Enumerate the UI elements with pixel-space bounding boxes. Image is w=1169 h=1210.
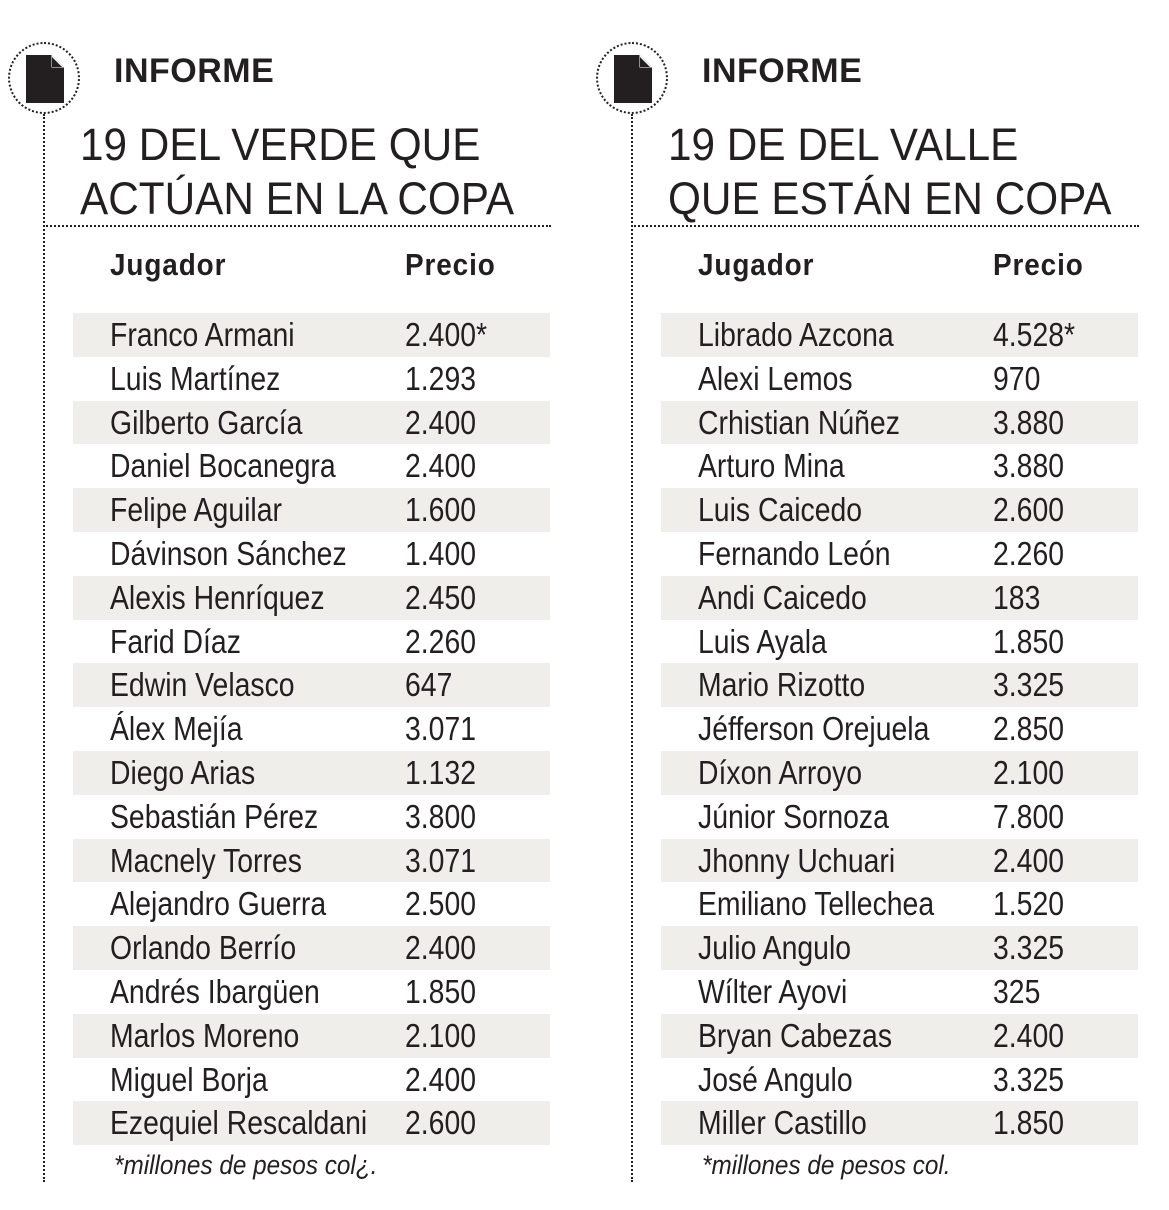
panel-title — [668, 118, 1119, 226]
player-price: 3.800 — [405, 797, 477, 835]
table-row — [73, 1014, 550, 1058]
dotted-vertical-rule — [43, 114, 45, 1182]
table-row — [661, 970, 1138, 1014]
player-price: 2.850 — [993, 710, 1065, 748]
title-line: 19 DEL VERDE QUE — [80, 119, 481, 170]
table-row — [73, 313, 550, 357]
player-price: 2.260 — [993, 534, 1065, 572]
player-name: Gilberto García — [110, 403, 303, 441]
table-row — [661, 751, 1138, 795]
player-name: Miguel Borja — [110, 1060, 268, 1098]
player-name: Fernando León — [698, 534, 891, 572]
player-name: Miller Castillo — [698, 1104, 867, 1142]
table-row — [73, 444, 550, 488]
player-price: 3.071 — [405, 710, 477, 748]
player-name: Librado Azcona — [698, 316, 894, 353]
table-row — [73, 926, 550, 970]
column-header-player: Jugador — [698, 247, 815, 282]
player-price: 2.400 — [993, 1016, 1065, 1054]
table-row — [661, 1101, 1138, 1145]
table-row — [661, 795, 1138, 839]
table-row — [73, 1058, 550, 1102]
player-name: Wílter Ayovi — [698, 972, 848, 1010]
player-name: Felipe Aguilar — [110, 491, 282, 529]
table-row — [661, 620, 1138, 664]
table-row — [661, 663, 1138, 707]
player-name: Jhonny Uchuari — [698, 841, 896, 879]
table-row — [661, 1058, 1138, 1102]
table-row — [73, 357, 550, 401]
table-row — [73, 488, 550, 532]
column-header-price: Precio — [993, 247, 1084, 282]
player-price: 4.528* — [993, 316, 1076, 353]
player-price: 3.880 — [993, 447, 1065, 485]
player-price: 3.071 — [405, 841, 477, 879]
player-price: 2.400 — [405, 1060, 477, 1098]
player-price: 2.500 — [405, 885, 477, 923]
column-header-price: Precio — [405, 247, 496, 282]
player-price: 1.600 — [405, 491, 477, 529]
player-name: Farid Díaz — [110, 622, 241, 660]
player-price: 2.400 — [993, 841, 1065, 879]
player-price: 325 — [993, 972, 1041, 1010]
player-price: 1.293 — [405, 359, 477, 397]
player-price: 3.325 — [993, 666, 1065, 704]
kicker-label: INFORME — [114, 52, 275, 90]
table-row — [73, 1101, 550, 1145]
player-name: Arturo Mina — [698, 447, 845, 485]
player-name: Franco Armani — [110, 316, 295, 353]
kicker-label: INFORME — [702, 52, 863, 90]
document-icon — [614, 55, 652, 103]
panel-title — [80, 118, 531, 226]
table-row — [661, 401, 1138, 445]
player-price: 970 — [993, 359, 1041, 397]
player-name: Alexi Lemos — [698, 359, 853, 397]
table-row — [73, 751, 550, 795]
player-price: 2.450 — [405, 578, 477, 616]
title-line: ACTÚAN EN LA COPA — [80, 173, 515, 224]
player-name: Andi Caicedo — [698, 578, 867, 616]
table-row — [73, 795, 550, 839]
player-name: Álex Mejía — [110, 710, 243, 748]
table-row — [73, 532, 550, 576]
player-name: Luis Caicedo — [698, 491, 863, 529]
player-price: 647 — [405, 666, 453, 704]
player-name: Macnely Torres — [110, 841, 302, 879]
player-price: 2.600 — [993, 491, 1065, 529]
player-price: 3.325 — [993, 1060, 1065, 1098]
table-row — [661, 488, 1138, 532]
player-name: Diego Arias — [110, 753, 256, 791]
table-row — [661, 839, 1138, 883]
table-row — [661, 313, 1138, 357]
player-price: 1.850 — [405, 972, 477, 1010]
player-name: Julio Angulo — [698, 929, 852, 967]
player-price: 7.800 — [993, 797, 1065, 835]
table-row — [661, 444, 1138, 488]
table-row — [73, 970, 550, 1014]
table-row — [661, 532, 1138, 576]
table-row — [73, 663, 550, 707]
table-row — [73, 707, 550, 751]
player-name: Sebastián Pérez — [110, 797, 319, 835]
player-price: 1.850 — [993, 622, 1065, 660]
table-row — [661, 576, 1138, 620]
player-name: Luis Ayala — [698, 622, 827, 660]
player-name: Díxon Arroyo — [698, 753, 863, 791]
player-name: Júnior Sornoza — [698, 797, 889, 835]
table-row — [73, 882, 550, 926]
table-row — [661, 707, 1138, 751]
table-row — [73, 620, 550, 664]
player-price: 1.850 — [993, 1104, 1065, 1142]
footnote: *millones de pesos col¿. — [114, 1150, 378, 1180]
table-row — [661, 1014, 1138, 1058]
table-row — [73, 401, 550, 445]
player-price: 1.400 — [405, 534, 477, 572]
title-line: QUE ESTÁN EN COPA — [668, 173, 1112, 224]
player-price: 2.100 — [405, 1016, 477, 1054]
player-price: 2.400 — [405, 447, 477, 485]
informe-panel-valle — [588, 0, 1148, 1210]
document-icon-badge — [596, 42, 668, 114]
title-line: 19 DE DEL VALLE — [668, 119, 1019, 170]
player-price: 3.325 — [993, 929, 1065, 967]
player-name: Daniel Bocanegra — [110, 447, 336, 485]
player-price: 1.520 — [993, 885, 1065, 923]
table-row — [661, 926, 1138, 970]
player-name: Ezequiel Rescaldani — [110, 1104, 368, 1142]
informe-panel-verde — [0, 0, 560, 1210]
player-name: Luis Martínez — [110, 359, 281, 397]
player-price: 2.600 — [405, 1104, 477, 1142]
footnote: *millones de pesos col. — [702, 1150, 951, 1180]
player-name: Edwin Velasco — [110, 666, 295, 704]
player-table — [661, 313, 1138, 1145]
player-name: Orlando Berrío — [110, 929, 297, 967]
table-row — [73, 576, 550, 620]
player-name: Alexis Henríquez — [110, 578, 325, 616]
dotted-vertical-rule — [631, 114, 633, 1182]
player-price: 2.400* — [405, 316, 488, 353]
player-name: Dávinson Sánchez — [110, 534, 347, 572]
player-name: Alejandro Guerra — [110, 885, 327, 923]
column-header-player: Jugador — [110, 247, 227, 282]
player-name: Jéfferson Orejuela — [698, 710, 930, 748]
player-price: 1.132 — [405, 753, 477, 791]
table-row — [661, 357, 1138, 401]
document-icon — [26, 55, 64, 103]
document-icon-badge — [8, 42, 80, 114]
player-name: Bryan Cabezas — [698, 1016, 893, 1054]
player-name: José Angulo — [698, 1060, 853, 1098]
table-row — [73, 839, 550, 883]
player-price: 2.100 — [993, 753, 1065, 791]
table-row — [661, 882, 1138, 926]
player-price: 3.880 — [993, 403, 1065, 441]
player-price: 2.400 — [405, 929, 477, 967]
player-price: 183 — [993, 578, 1041, 616]
player-price: 2.400 — [405, 403, 477, 441]
player-price: 2.260 — [405, 622, 477, 660]
player-name: Emiliano Tellechea — [698, 885, 935, 923]
player-name: Mario Rizotto — [698, 666, 866, 704]
player-name: Andrés Ibargüen — [110, 972, 320, 1010]
player-name: Marlos Moreno — [110, 1016, 300, 1054]
player-table — [73, 313, 550, 1145]
player-name: Crhistian Núñez — [698, 403, 900, 441]
